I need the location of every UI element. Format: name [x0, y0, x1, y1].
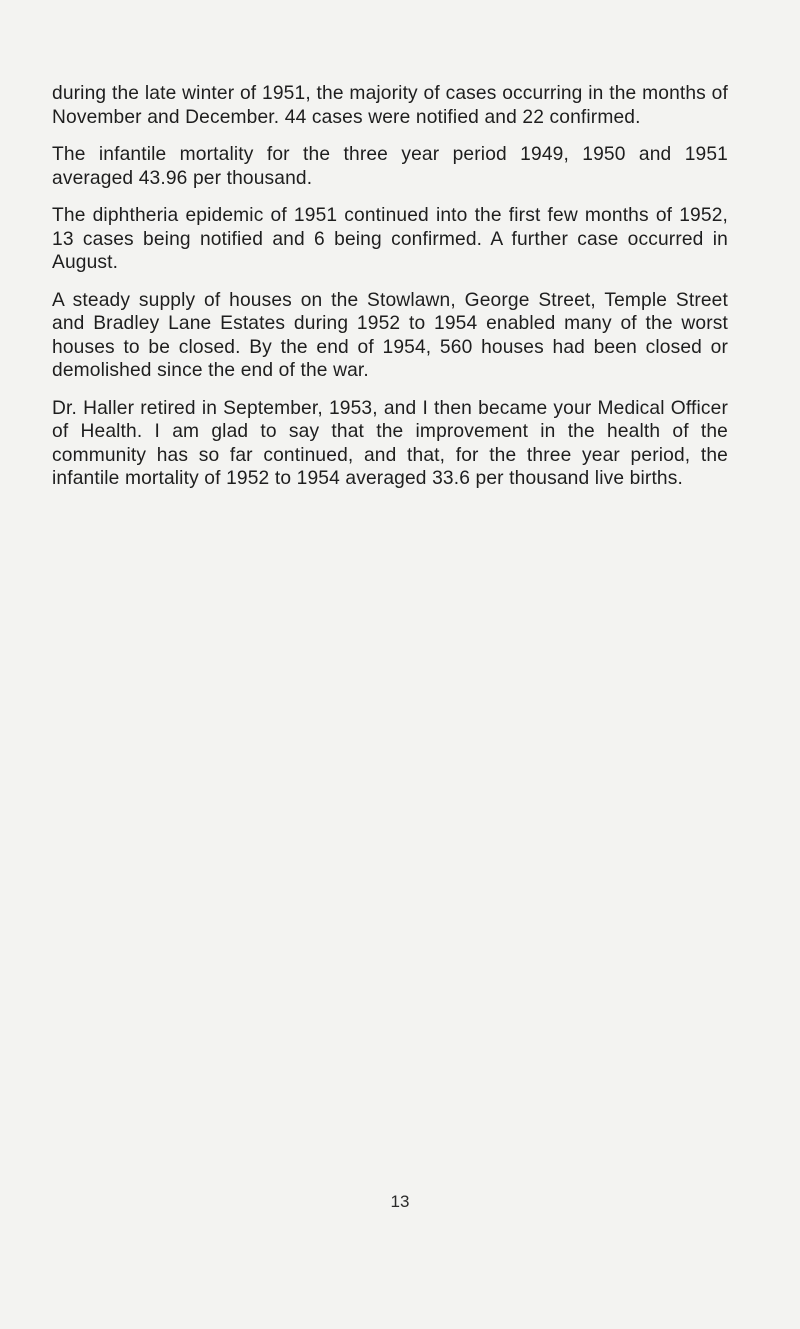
paragraph-housing-estates: A steady supply of houses on the Stowlawn, George Street, Temple Street and Bradley Lane Estates during 1952 to 1954 enabled many of the worst houses to be closed. By the end of 1954, 560 houses had been closed or demolished since the end of the war.: [52, 289, 728, 381]
document-body: [52, 82, 728, 505]
paragraph-diphtheria-epidemic: The diphtheria epidemic of 1951 continued into the first few months of 1952, 13 cases being notified and 6 being confirmed. A further case occurred in August.: [52, 205, 728, 273]
paragraph-medical-officer: Dr. Haller retired in September, 1953, and I then became your Medical Officer of Health. I am glad to say that the improvement in the health of the community has so far continued, and that, for the three year period, the infantile mortality of 1952 to 1954 averaged 33.6 per thousand live births.: [52, 397, 728, 489]
paragraph-winter-cases: during the late winter of 1951, the majority of cases occurring in the months of November and December. 44 cases were notified and 22 confirmed.: [52, 83, 728, 128]
paragraph-infantile-mortality-1949-1951: The infantile mortality for the three year period 1949, 1950 and 1951 averaged 43.96 per thousand.: [52, 144, 728, 189]
page-number: 13: [390, 1192, 410, 1211]
